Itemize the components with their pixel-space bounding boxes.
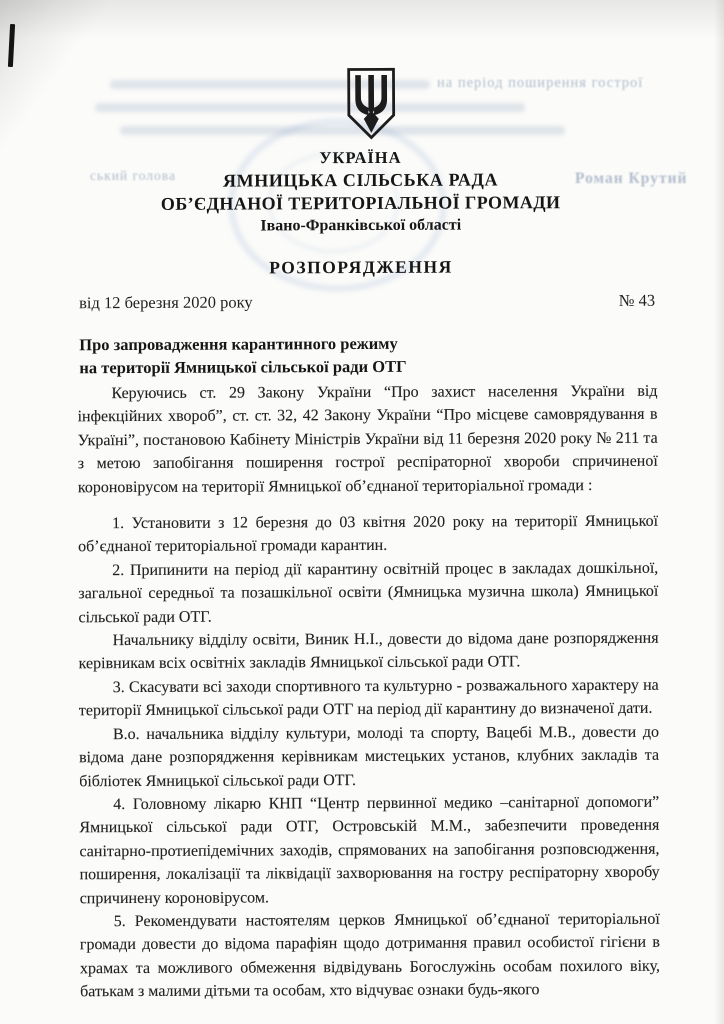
council-name: ЯМНИЦЬКА СІЛЬСЬКА РАДА [222,169,499,191]
region-name: Івано-Франківської області [260,216,462,235]
date-number-row [79,291,657,314]
community-name: ОБ’ЄДНАНОЇ ТЕРИТОРІАЛЬНОЇ ГРОМАДИ [160,192,561,214]
subject-line-1: Про запровадження карантинного режиму [79,333,398,355]
body-paragraph: Начальнику відділу освіти, Виник Н.І., довести до відома дане розпорядження керівникам всіх освітніх закладів Ямницької сільської ради ОТГ. [78,629,659,673]
trident-emblem-icon [343,66,399,142]
body-paragraph: 4. Головному лікарю КНП “Центр первинної медико –санітарної допомоги” Ямницької сільської ради ОТГ, Островській М.М., забезпечити проведення санітарно-протиепідемічних заходів, спрямованих на запобігання розповсюдження, поширення, локалізації та ліквідації захворювання на гостру респіраторну хворобу спричинену короновірусом. [79,793,660,907]
document-date: від 12 березня 2020 року [79,292,253,313]
ghost-signer-title: ський голова [90,168,176,183]
ghost-text-fragment: на період поширення гострої [437,75,644,91]
ghost-signer-name: Роман Крутий [575,170,688,187]
body-paragraph: 3. Скасувати всі заходи спортивного та культурно - розважального характеру на території Ямницької сільської ради ОТГ на період дії карантину до визначеної дати. [78,676,659,720]
body-paragraph: Керуючись ст. 29 Закону України “Про захист населення України від інфекційних хвороб”, ст. ст. 32, 42 Закону України “Про місцеве самоврядування в Україні”, постановою Кабінету Міністрів України від 11 березня 2020 року № 211 та з метою запобігання поширення гострої респіраторної хвороби спричиненої короновірусом на території Ямницької об’єднаної територіальної громади : [77,382,658,496]
trident-icon [343,66,399,142]
body-paragraph: 1. Установити з 12 березня до 03 квітня 2020 року на території Ямницької об’єднаної територіальної громади карантин. [78,512,659,556]
document-subject [79,331,639,379]
country-name: УКРАЇНА [319,147,402,168]
document-body [77,380,660,1004]
body-paragraph: В.о. начальника відділу культури, молоді та спорту, Вацебі М.В., довести до відома дане розпорядження керівникам мистецьких установ, клубних закладів та бібліотек Ямницької сільської ради ОТГ. [79,723,660,790]
body-paragraph: 5. Рекомендувати настоятелям церков Ямницької об’єднаної територіальної громади довести до відома парафіян щодо дотримання правил особистої гігієни в храмах та можливого обмеження відвідувань Богослужінь особам похилого віку, батькам з малими дітьми та особам, хто відчуває ознаки будь-якого [79,910,661,1001]
subject-line-2: на території Ямницької сільської ради ОТГ [79,356,407,378]
document-type-title: РОЗПОРЯДЖЕННЯ [269,256,453,278]
org-header [0,145,723,238]
document-number: № 43 [618,290,656,310]
body-paragraph: 2. Припинити на період дії карантину освітній процес в закладах дошкільної, загальної середньої та позашкільної освіти (Ямницька музична школа) Ямницької сільської ради ОТГ. [78,559,659,626]
